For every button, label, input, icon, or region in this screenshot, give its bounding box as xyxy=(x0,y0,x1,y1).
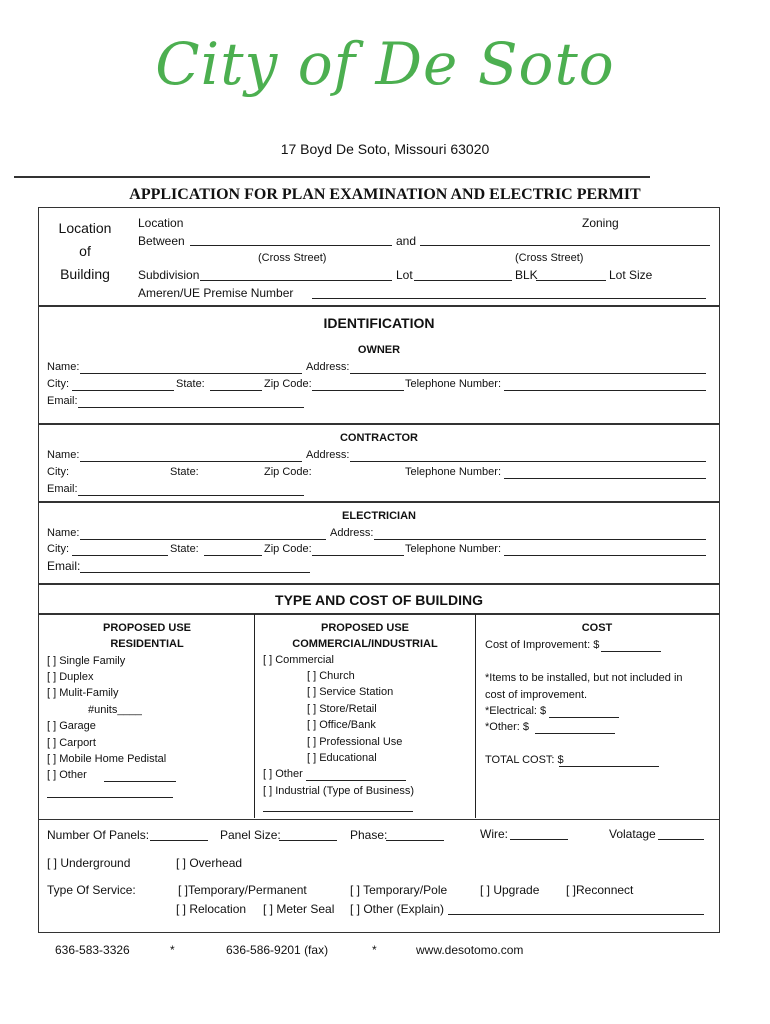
contractor-telephone-field[interactable] xyxy=(504,478,706,479)
commercial-heading-1: PROPOSED USE xyxy=(320,622,410,634)
owner-name-field[interactable] xyxy=(80,373,302,374)
identification-heading: IDENTIFICATION xyxy=(323,315,435,331)
items-note-2: cost of improvement. xyxy=(485,689,588,701)
electrician-telephone-label: Telephone Number: xyxy=(405,543,502,555)
total-cost-field[interactable] xyxy=(559,766,659,767)
lot-size-label: Lot Size xyxy=(609,268,653,282)
res-multi-family[interactable]: [ ] Mulit-Family xyxy=(47,687,119,699)
owner-city-field[interactable] xyxy=(72,390,174,391)
type-cost-heading: TYPE AND COST OF BUILDING xyxy=(275,592,483,608)
lot-label: Lot xyxy=(396,268,413,282)
panels-label: Number Of Panels: xyxy=(47,828,150,842)
overhead-option[interactable]: [ ] Overhead xyxy=(176,856,243,870)
owner-zip-field[interactable] xyxy=(312,390,404,391)
ameren-label: Ameren/UE Premise Number xyxy=(138,286,294,300)
contractor-email-label: Email: xyxy=(47,483,78,495)
voltage-field[interactable] xyxy=(658,839,704,840)
electrician-zip-field[interactable] xyxy=(312,555,404,556)
com-office-bank[interactable]: [ ] Office/Bank xyxy=(307,719,376,731)
wire-label: Wire: xyxy=(480,827,508,841)
contractor-name-field[interactable] xyxy=(80,461,302,462)
phase-label: Phase: xyxy=(350,828,388,842)
header-divider xyxy=(14,176,650,178)
city-logo: City of De Soto xyxy=(155,30,615,98)
ameren-field[interactable] xyxy=(312,298,706,299)
footer-separator-2: * xyxy=(372,943,377,957)
phase-field[interactable] xyxy=(386,840,444,841)
owner-state-field[interactable] xyxy=(210,390,262,391)
blk-field[interactable] xyxy=(536,280,606,281)
upgrade-option[interactable]: [ ] Upgrade xyxy=(480,883,540,897)
form-title: APPLICATION FOR PLAN EXAMINATION AND ELECTRIC PERMIT xyxy=(129,186,641,203)
footer-fax: 636-586-9201 (fax) xyxy=(226,943,329,957)
other-cost-label: *Other: $ xyxy=(485,721,530,733)
reconnect-option[interactable]: [ ]Reconnect xyxy=(566,883,634,897)
com-industrial[interactable]: [ ] Industrial (Type of Business) xyxy=(263,785,415,797)
relocation-option[interactable]: [ ] Relocation xyxy=(176,902,247,916)
contractor-telephone-label: Telephone Number: xyxy=(405,466,502,478)
contractor-address-field[interactable] xyxy=(350,461,706,462)
column-divider-2 xyxy=(475,614,476,818)
cost-improvement-label: Cost of Improvement: $ xyxy=(485,639,600,651)
cross-street-caption-1: (Cross Street) xyxy=(258,252,327,264)
res-duplex[interactable]: [ ] Duplex xyxy=(47,671,94,683)
blk-label: BLK xyxy=(515,268,538,282)
com-service-station[interactable]: [ ] Service Station xyxy=(307,686,394,698)
electrical-cost-field[interactable] xyxy=(549,717,619,718)
footer-website[interactable]: www.desotomo.com xyxy=(416,943,524,957)
com-educational[interactable]: [ ] Educational xyxy=(307,752,377,764)
residential-heading-2: RESIDENTIAL xyxy=(110,638,184,650)
zoning-label: Zoning xyxy=(582,216,619,230)
owner-telephone-label: Telephone Number: xyxy=(405,378,502,390)
electrician-email-label: Email: xyxy=(47,559,81,573)
owner-city-label: City: xyxy=(47,378,69,390)
underground-option[interactable]: [ ] Underground xyxy=(47,856,131,870)
and-label: and xyxy=(396,234,417,248)
com-store-retail[interactable]: [ ] Store/Retail xyxy=(307,703,377,715)
meter-seal-option[interactable]: [ ] Meter Seal xyxy=(263,902,335,916)
electrical-cost-label: *Electrical: $ xyxy=(485,705,547,717)
other-cost-field[interactable] xyxy=(535,733,615,734)
com-other[interactable]: [ ] Other xyxy=(263,768,303,780)
lot-field[interactable] xyxy=(414,280,512,281)
cross-street-caption-2: (Cross Street) xyxy=(515,252,584,264)
wire-field[interactable] xyxy=(510,839,568,840)
and-street-field[interactable] xyxy=(420,245,710,246)
panel-size-field[interactable] xyxy=(279,840,337,841)
location-label: Location xyxy=(138,216,184,230)
res-single-family[interactable]: [ ] Single Family xyxy=(47,655,126,667)
electrician-state-field[interactable] xyxy=(204,555,262,556)
electrician-heading: ELECTRICIAN xyxy=(342,510,416,522)
items-note-1: *Items to be installed, but not included in xyxy=(485,672,683,684)
electrician-city-field[interactable] xyxy=(72,555,168,556)
owner-zip-label: Zip Code: xyxy=(264,378,312,390)
com-professional-use[interactable]: [ ] Professional Use xyxy=(307,736,403,748)
footer-separator-1: * xyxy=(170,943,175,957)
owner-address-label: Address: xyxy=(306,361,350,373)
total-cost-label: TOTAL COST: $ xyxy=(485,754,564,766)
res-garage[interactable]: [ ] Garage xyxy=(47,720,96,732)
owner-address-field[interactable] xyxy=(350,373,706,374)
contractor-state-label: State: xyxy=(170,466,199,478)
electrician-email-field[interactable] xyxy=(80,572,310,573)
residential-heading-1: PROPOSED USE xyxy=(102,622,192,634)
contractor-email-field[interactable] xyxy=(78,495,304,496)
cost-heading: COST xyxy=(581,622,613,634)
owner-name-label: Name: xyxy=(47,361,80,373)
electrician-name-field[interactable] xyxy=(80,539,326,540)
contractor-city-label: City: xyxy=(47,466,69,478)
other-explain-option[interactable]: [ ] Other (Explain) xyxy=(350,902,445,916)
owner-state-label: State: xyxy=(176,378,205,390)
electrician-name-label: Name: xyxy=(47,527,80,539)
com-commercial[interactable]: [ ] Commercial xyxy=(263,654,334,666)
electrician-city-label: City: xyxy=(47,543,69,555)
res-other-field[interactable] xyxy=(104,781,176,782)
res-units[interactable]: #units____ xyxy=(88,704,142,716)
voltage-label: Volatage xyxy=(609,827,656,841)
electrician-address-field[interactable] xyxy=(374,539,706,540)
owner-email-field[interactable] xyxy=(78,407,304,408)
contractor-address-label: Address: xyxy=(306,449,350,461)
contractor-name-label: Name: xyxy=(47,449,80,461)
cost-improvement-field[interactable] xyxy=(601,651,661,652)
owner-heading: OWNER xyxy=(357,344,401,356)
electrician-telephone-field[interactable] xyxy=(504,555,706,556)
between-label: Between xyxy=(138,234,185,248)
between-street-field[interactable] xyxy=(190,245,392,246)
footer-phone: 636-583-3326 xyxy=(55,943,130,957)
location-side-label: Location of Building xyxy=(58,220,112,282)
res-other[interactable]: [ ] Other xyxy=(47,769,87,781)
subdivision-field[interactable] xyxy=(200,280,392,281)
res-carport[interactable]: [ ] Carport xyxy=(47,737,96,749)
com-other-field[interactable] xyxy=(306,780,406,781)
contractor-heading: CONTRACTOR xyxy=(339,432,418,444)
other-explain-field[interactable] xyxy=(448,914,704,915)
city-address: 17 Boyd De Soto, Missouri 63020 xyxy=(280,141,490,157)
owner-telephone-field[interactable] xyxy=(504,390,706,391)
temp-perm-option[interactable]: [ ]Temporary/Permanent xyxy=(178,883,307,897)
com-church[interactable]: [ ] Church xyxy=(307,670,355,682)
commercial-heading-2: COMMERCIAL/INDUSTRIAL xyxy=(292,638,438,650)
res-other-field-2[interactable] xyxy=(47,797,173,798)
owner-email-label: Email: xyxy=(47,395,78,407)
res-mobile-home[interactable]: [ ] Mobile Home Pedistal xyxy=(47,753,167,765)
electrician-state-label: State: xyxy=(170,543,199,555)
com-industrial-field[interactable] xyxy=(263,811,413,812)
panels-field[interactable] xyxy=(150,840,208,841)
type-of-service-label: Type Of Service: xyxy=(47,883,136,897)
temp-pole-option[interactable]: [ ] Temporary/Pole xyxy=(350,883,448,897)
contractor-zip-label: Zip Code: xyxy=(264,466,312,478)
subdivision-label: Subdivision xyxy=(138,268,200,282)
electrician-zip-label: Zip Code: xyxy=(264,543,312,555)
panel-size-label: Panel Size: xyxy=(220,828,281,842)
electrician-address-label: Address: xyxy=(330,527,374,539)
